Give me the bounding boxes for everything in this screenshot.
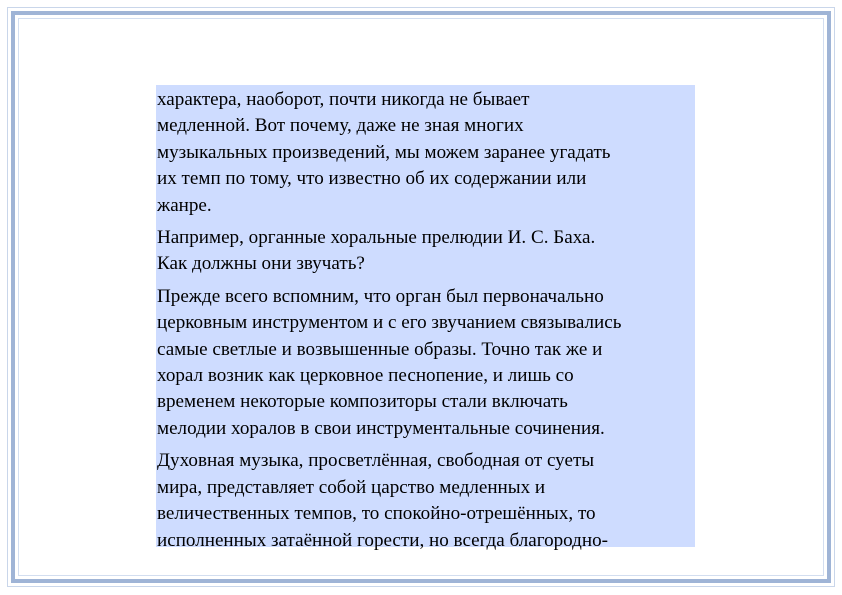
paragraph-3: Прежде всего вспомним, что орган был первоначально церковным инструментом и с его звучанием связывались самые светлые и возвышенные образы. Точно так же и хорал возник как церковное песнопение, и лишь со временем некоторые композиторы стали включать мелодии хоралов в свои инструментальные сочинения. <box>157 285 622 439</box>
text-block <box>156 85 695 551</box>
paragraph-2: Например, органные хоральные прелюдии И. С. Баха. Как должны они звучать? <box>157 227 596 275</box>
paragraph-1: характера, наоборот, почти никогда не бывает медленной. Вот почему, даже не зная многих музыкальных произведений, мы можем заранее угадать их темп по тому, что известно об их содержании или жанре. <box>157 89 611 216</box>
paragraph-4: Духовная музыка, просветлённая, свободная от суеты мира, представляет собой царство медленных и величественных темпов, то спокойно-отрешённых, то исполненных затаённой горести, но всегда благородно- <box>157 450 609 551</box>
